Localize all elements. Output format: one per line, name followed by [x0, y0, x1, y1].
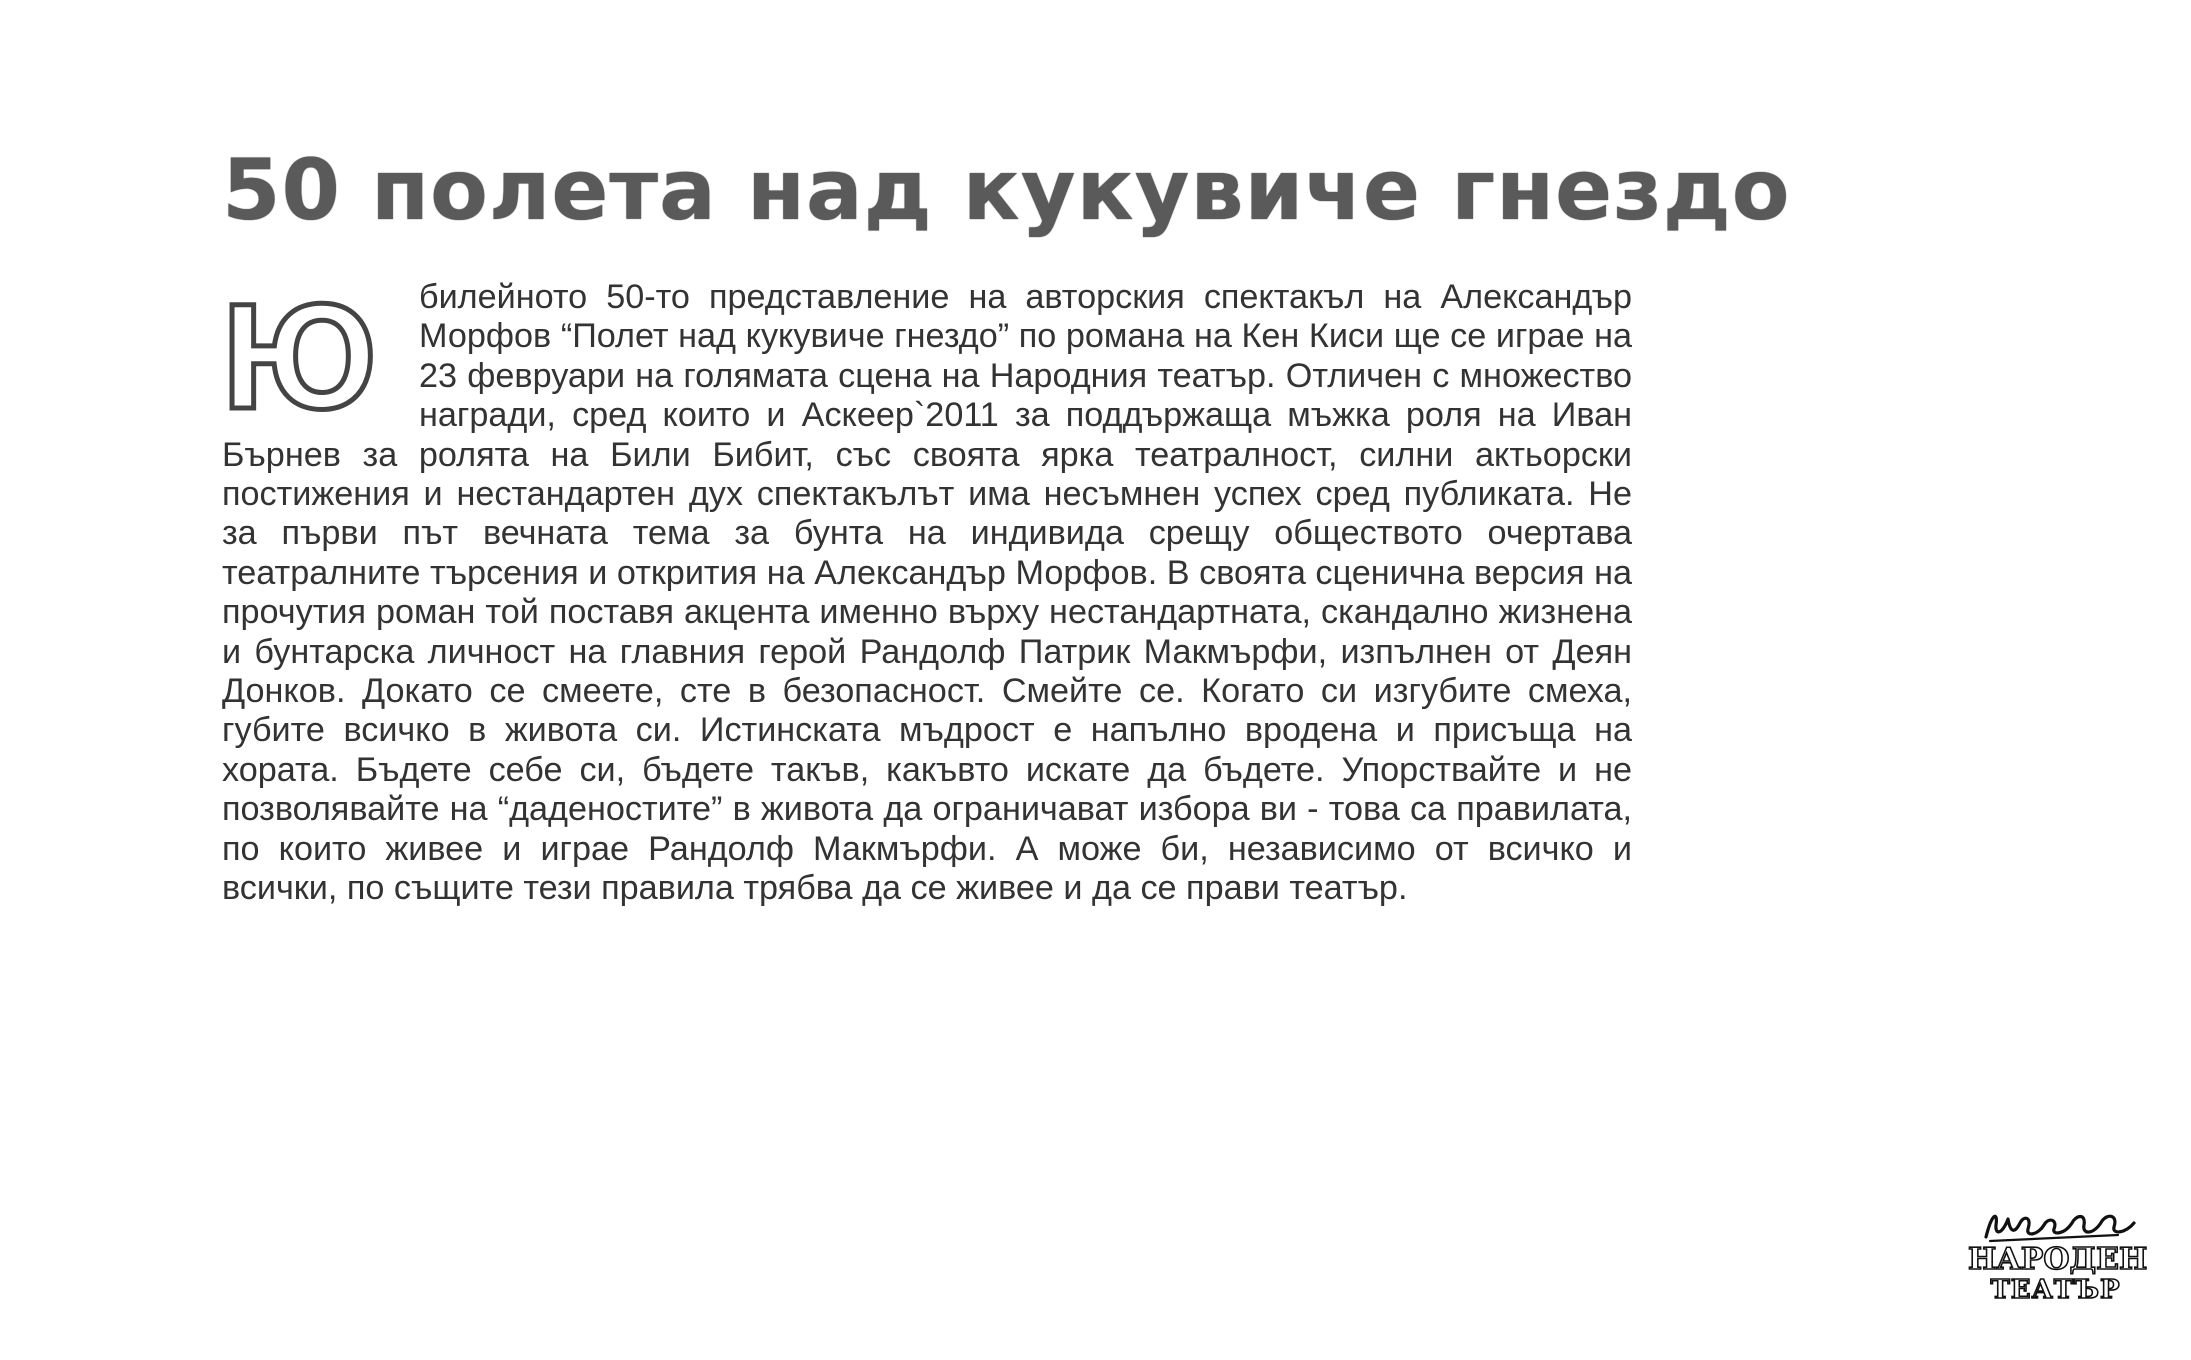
article-headline: 50 полета над кукувиче гнездо: [222, 141, 1791, 239]
national-theatre-logo: [1968, 1205, 2148, 1315]
logo-line-2: ТЕАТЪР: [1990, 1275, 2121, 1305]
article-text: билейното 50-то представление на авторския спектакъл на Александър Морфов “Полет над кукувиче гнездо” по романа на Кен Киси ще се играе на 23 февруари на голямата сцена на Народния театър. Отличен с множество награди, сред които и Аскеер`2011 за поддържаща мъжка роля на Иван Бърнев за ролята на Били Бибит, със своята ярка театралност, силни актьорски постижения и нестандартен дух спектакълът има несъмнен успех сред публиката. Не за първи път вечната тема за бунта на индивида срещу обществото очертава театралните търсения и открития на Александър Морфов. В своята сценична версия на прочутия роман той поставя акцента именно върху нестандартната, скандално жизнена и бунтарска личност на главния герой Рандолф Патрик Макмърфи, изпълнен от Деян Донков. Докато се смеете, сте в безопасност. Смейте се. Когато си изгубите смеха, губите всичко в живота си. Истинската мъдрост е напълно вродена и присъща на хората. Бъдете себе си, бъдете такъв, какъвто искате да бъдете. Упорствайте и не позволявайте на “даденостите” в живота да ограничават избора ви - това са правилата, по които живее и играе Рандолф Макмърфи. А може би, независимо от всичко и всички, по същите тези правила трябва да се живее и да се прави театър.: [222, 278, 1632, 908]
drop-cap: Ю: [222, 272, 373, 440]
signature-icon: [1968, 1205, 2143, 1245]
article-body: [222, 272, 1632, 909]
logo-line-1: НАРОДЕН: [1968, 1242, 2148, 1277]
